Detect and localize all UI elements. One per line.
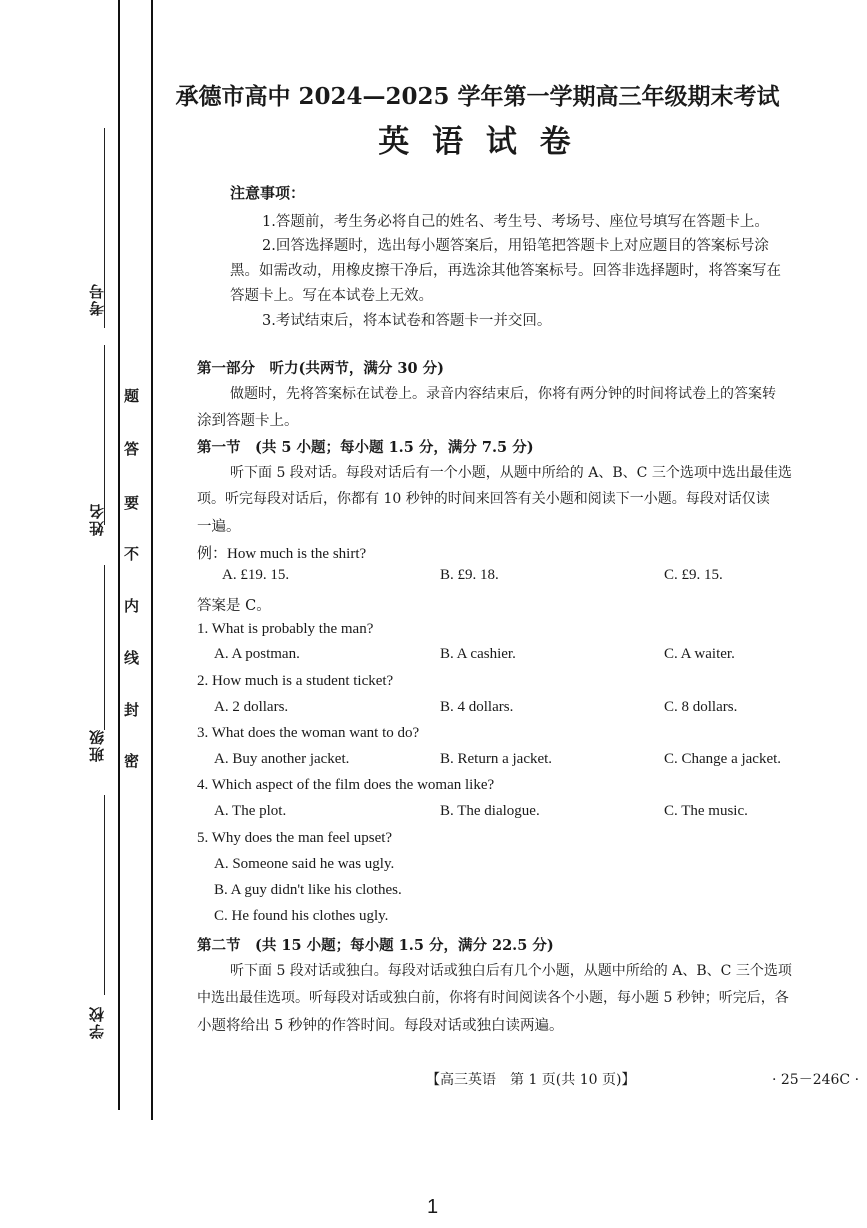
q2-option-c: C. 8 dollars. <box>664 699 738 715</box>
q3-option-a: A. Buy another jacket. <box>214 751 350 767</box>
section1-instruction: 听下面 5 段对话。每段对话后有一个小题，从题中所给的 A、B、C 三个选项中选出最佳选 <box>230 465 792 481</box>
seal-char: 线 <box>124 649 140 667</box>
school-blank <box>104 795 105 995</box>
q1-option-b: B. A cashier. <box>440 646 516 662</box>
q1-option-a: A. A postman. <box>214 646 300 662</box>
notice-line: 1.答题前，考生务必将自己的姓名、考生号、考场号、座位号填写在答题卡上。 <box>262 214 769 230</box>
question-4: 4. Which aspect of the film does the woman like? <box>197 777 495 793</box>
q3-option-c: C. Change a jacket. <box>664 751 782 767</box>
example-option-a: A. £19. 15. <box>222 567 290 583</box>
q2-option-a: A. 2 dollars. <box>214 699 289 715</box>
example-option-c: C. £9. 15. <box>664 567 723 583</box>
question-5: 5. Why does the man feel upset? <box>197 830 393 846</box>
q5-option-a: A. Someone said he was ugly. <box>214 856 395 872</box>
exam-title: 承德市高中 2024—2025 学年第一学期高三年级期末考试 <box>175 83 780 110</box>
seal-char: 答 <box>124 440 140 458</box>
q3-option-b: B. Return a jacket. <box>440 751 553 767</box>
seal-char: 要 <box>124 494 140 512</box>
class-blank <box>104 565 105 730</box>
page-footer: 【高三英语 第 1 页(共 10 页)】 <box>426 1072 636 1088</box>
section2-instruction: 小题将给出 5 秒钟的作答时间。每段对话或独白读两遍。 <box>197 1018 564 1034</box>
section2-instruction: 听下面 5 段对话或独白。每段对话或独白后有几个小题，从题中所给的 A、B、C 三个选项 <box>230 963 792 979</box>
notice-heading: 注意事项： <box>230 184 306 202</box>
notice-line: 3.考试结束后，将本试卷和答题卡一并交回。 <box>262 313 552 329</box>
question-3: 3. What does the woman want to do? <box>197 725 420 741</box>
notice-line: 黑。如需改动，用橡皮擦干净后，再选涂其他答案标号。回答非选择题时，将答案写在 <box>230 263 781 279</box>
seal-char: 密 <box>124 752 140 770</box>
section2-instruction: 中选出最佳选项。听每段对话或独白前，你将有时间阅读各个小题，每小题 5 秒钟；听完后，各 <box>197 990 789 1006</box>
section1-instruction: 项。听完每段对话后，你都有 10 秒钟的时间来回答有关小题和阅读下一小题。每段对话仅读 <box>197 491 770 507</box>
seal-char: 内 <box>124 597 140 615</box>
name-label: 姓名 <box>88 502 106 536</box>
exam-number-label: 考号 <box>88 282 106 316</box>
part1-intro-line: 涂到答题卡上。 <box>197 413 299 429</box>
example-option-b: B. £9. 18. <box>440 567 499 583</box>
seal-char: 不 <box>124 545 140 563</box>
page-number: 1 <box>427 1196 439 1218</box>
q5-option-b: B. A guy didn't like his clothes. <box>214 882 402 898</box>
question-2: 2. How much is a student ticket? <box>197 673 394 689</box>
class-label: 班级 <box>88 728 106 762</box>
section1-instruction: 一遍。 <box>197 519 241 535</box>
school-label: 学校 <box>88 1005 106 1039</box>
binding-line-inner <box>151 0 153 1120</box>
question-1: 1. What is probably the man? <box>197 621 374 637</box>
notice-line: 答题卡上。写在本试卷上无效。 <box>230 288 433 304</box>
q5-option-c: C. He found his clothes ugly. <box>214 908 389 924</box>
part1-heading: 第一部分 听力(共两节，满分 30 分) <box>197 360 444 377</box>
example-answer: 答案是 C。 <box>197 598 271 614</box>
q4-option-c: C. The music. <box>664 803 748 819</box>
q2-option-b: B. 4 dollars. <box>440 699 514 715</box>
q4-option-b: B. The dialogue. <box>440 803 540 819</box>
section2-heading: 第二节 (共 15 小题；每小题 1.5 分，满分 22.5 分) <box>197 937 554 954</box>
exam-code: · 25－246C · <box>772 1072 860 1088</box>
exam-subtitle: 英 语 试 卷 <box>378 124 577 160</box>
section1-heading: 第一节 (共 5 小题；每小题 1.5 分，满分 7.5 分) <box>197 439 534 456</box>
name-blank <box>104 345 105 525</box>
q1-option-c: C. A waiter. <box>664 646 735 662</box>
seal-char: 题 <box>124 387 140 405</box>
part1-intro-line: 做题时，先将答案标在试卷上。录音内容结束后，你将有两分钟的时间将试卷上的答案转 <box>230 386 776 402</box>
binding-line-outer <box>118 0 120 1110</box>
example-question: 例：How much is the shirt? <box>197 546 367 562</box>
notice-line: 2.回答选择题时，选出每小题答案后，用铅笔把答题卡上对应题目的答案标号涂 <box>262 238 769 254</box>
q4-option-a: A. The plot. <box>214 803 287 819</box>
seal-char: 封 <box>124 701 140 719</box>
